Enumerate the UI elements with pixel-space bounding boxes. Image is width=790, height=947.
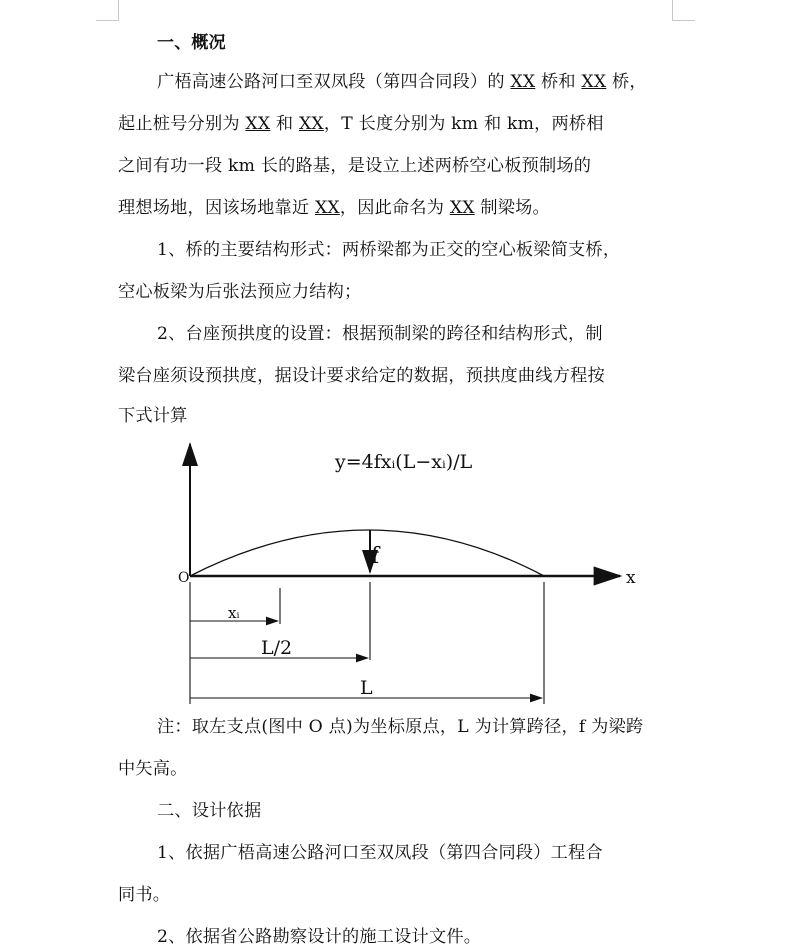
- crop-mark-top-left: [96, 0, 119, 21]
- placeholder-location: XX: [314, 198, 340, 218]
- text-run: 桥，: [606, 72, 647, 92]
- text-run: ，因此命名为: [339, 198, 450, 218]
- placeholder-station: XX: [298, 114, 324, 134]
- placeholder-bridge-name: XX: [510, 72, 536, 92]
- text-run: ，T 长度分别为 km 和 km，两桥相: [323, 114, 604, 134]
- camber-curve-diagram: [170, 432, 650, 712]
- dimension-span-label: L: [360, 677, 373, 699]
- text-run: 桥和: [535, 72, 582, 92]
- paragraph-line: [118, 198, 678, 218]
- paragraph-line: 1、桥的主要结构形式：两桥梁都为正交的空心板梁简支桥，: [157, 240, 621, 260]
- rise-label: f: [371, 544, 380, 569]
- paragraph-line: 2、依据省公路勘察设计的施工设计文件。: [157, 927, 482, 947]
- note-line: 中矢高。: [118, 759, 188, 779]
- dimension-half-span-label: L/2: [261, 637, 293, 659]
- section-heading-basis: 二、设计依据: [157, 801, 262, 821]
- crop-mark-top-right: [672, 0, 695, 21]
- dimension-xi-label: xᵢ: [228, 604, 240, 622]
- paragraph-line: 同书。: [118, 885, 171, 905]
- section-heading-overview: 一、概况: [157, 33, 226, 53]
- placeholder-bridge-name: XX: [581, 72, 607, 92]
- origin-label: O: [178, 570, 190, 586]
- text-run: 理想场地，因该场地靠近: [118, 198, 315, 218]
- placeholder-station: XX: [245, 114, 271, 134]
- placeholder-yard-name: XX: [449, 198, 475, 218]
- paragraph-line: 1、依据广梧高速公路河口至双凤段（第四合同段）工程合: [157, 843, 603, 863]
- x-axis-label: x: [626, 568, 636, 588]
- curve-formula: y=4fxᵢ(L−xᵢ)/L: [335, 451, 473, 473]
- paragraph-line: 之间有功一段 km 长的路基，是设立上述两桥空心板预制场的: [118, 156, 592, 176]
- paragraph-line: [118, 114, 678, 134]
- text-run: 广梧高速公路河口至双凤段（第四合同段）的: [157, 72, 511, 92]
- paragraph-line: 空心板梁为后张法预应力结构；: [118, 282, 362, 302]
- paragraph-line: 下式计算: [118, 406, 188, 426]
- paragraph-line: 2、台座预拱度的设置：根据预制梁的跨径和结构形式，制: [157, 324, 603, 344]
- camber-curve: [190, 530, 544, 576]
- text-run: 起止桩号分别为: [118, 114, 246, 134]
- note-line: 注：取左支点(图中 O 点)为坐标原点，L 为计算跨径，f 为梁跨: [157, 717, 644, 737]
- text-run: 和: [270, 114, 299, 134]
- text-run: 制梁场。: [474, 198, 550, 218]
- paragraph-line: [157, 72, 717, 92]
- paragraph-line: 梁台座须设预拱度，据设计要求给定的数据，预拱度曲线方程按: [118, 366, 605, 386]
